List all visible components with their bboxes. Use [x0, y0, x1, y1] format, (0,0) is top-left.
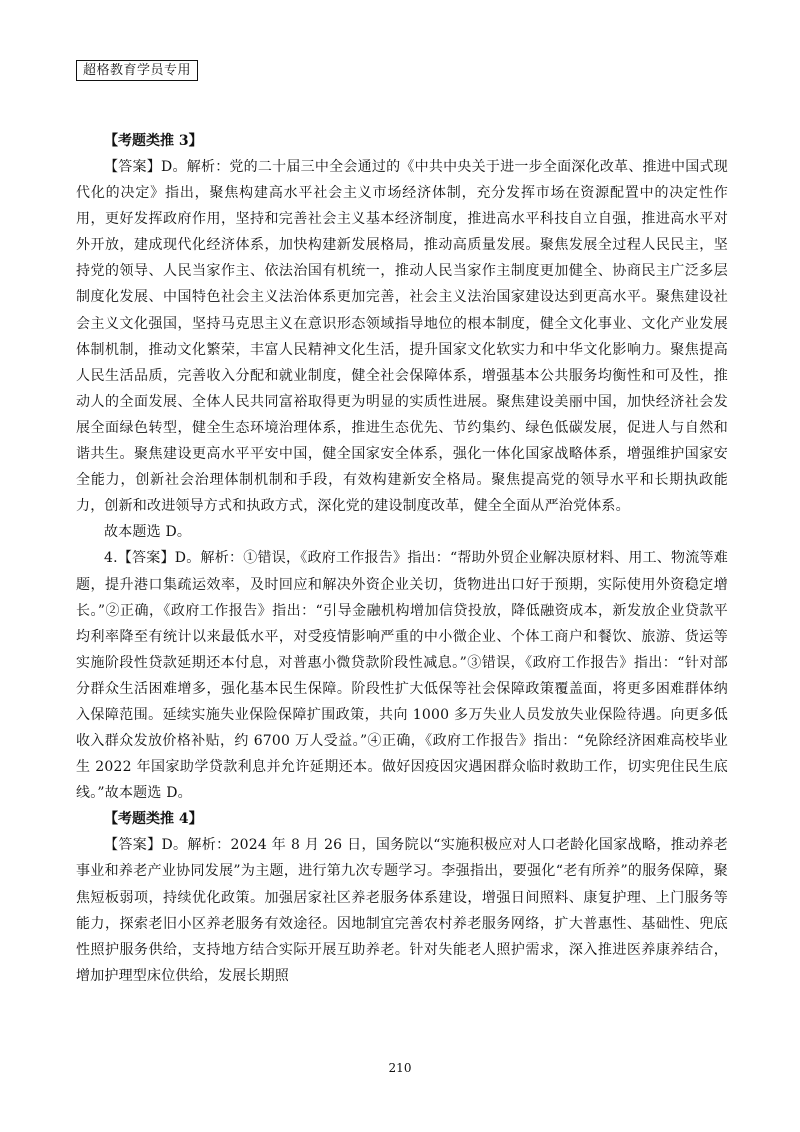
section-title-3: 【考题类推 3】 — [104, 133, 203, 149]
page-number: 210 — [388, 1061, 412, 1075]
section-title-4: 【考题类推 4】 — [104, 811, 203, 828]
answer-paragraph-4: 【答案】D。解析：2024 年 8 月 26 日，国务院以“实施积极应对人口老龄化国家战略，推动养老事业和养老产业协同发展”为主题，进行第九次专题学习。李强指出，要强化“老有所养”的服务保障，聚焦短板弱项，持续优化政策。加强居家社区养老服务体系建设，增强日间照料、康复护理、上门服务等能力，探索老旧小区养老服务有效途径。因地制宜完善农村养老服务网络，扩大普惠性、基础性、兜底性照护服务供给，支持地方结合实际开展互助养老。针对失能老人照护需求，深入推进医养康养结合，增加护理型床位供给，发展长期照 — [76, 837, 728, 984]
answer-paragraph-3: 【答案】D。解析：党的二十届三中全会通过的《中共中央关于进一步全面深化改革、推进中国式现代化的决定》指出，聚焦构建高水平社会主义市场经济体制，充分发挥市场在资源配置中的决定性作用，更好发挥政府作用，坚持和完善社会主义基本经济制度，推进高水平科技自立自强，推进高水平对外开放，建成现代化经济体系，加快构建新发展格局，推动高质量发展。聚焦发展全过程人民民主，坚持党的领导、人民当家作主、依法治国有机统一，推动人民当家作主制度更加健全、协商民主广泛多层制度化发展、中国特色社会主义法治体系更加完善，社会主义法治国家建设达到更高水平。聚焦建设社会主义文化强国，坚持马克思主义在意识形态领域指导地位的根本制度，健全文化事业、文化产业发展体制机制，推动文化繁荣，丰富人民精神文化生活，提升国家文化软实力和中华文化影响力。聚焦提高人民生活品质，完善收入分配和就业制度，健全社会保障体系，增强基本公共服务均衡性和可及性，推动人的全面发展、全体人民共同富裕取得更为明显的实质性进展。聚焦建设美丽中国，加快经济社会发展全面绿色转型，健全生态环境治理体系，推进生态优先、节约集约、绿色低碳发展，促进人与自然和谐共生。聚焦建设更高水平平安中国，健全国家安全体系，强化一体化国家战略体系，增强维护国家安全能力，创新社会治理体制机制和手段，有效构建新安全格局。聚焦提高党的领导水平和长期执政能力，创新和改进领导方式和执政方式，深化党的建设制度改革，健全全面从严治党体系。 — [76, 159, 728, 515]
conclusion-paragraph-3: 故本题选 D。 — [104, 524, 192, 541]
header-stamp: 超格教育学员专用 — [76, 60, 198, 81]
answer-paragraph-q4: 4.【答案】D。解析：①错误，《政府工作报告》指出：“帮助外贸企业解决原材料、用工、物流等难题，提升港口集疏运效率，及时回应和解决外资企业关切，货物进出口好于预期，实际使用外资稳定增长。”②正确，《政府工作报告》指出：“引导金融机构增加信贷投放，降低融资成本，新发放企业贷款平均利率降至有统计以来最低水平，对受疫情影响严重的中小微企业、个体工商户和餐饮、旅游、货运等实施阶段性贷款延期还本付息，对普惠小微贷款阶段性减息。”③错误，《政府工作报告》指出：“针对部分群众生活困难增多，强化基本民生保障。阶段性扩大低保等社会保障政策覆盖面，将更多困难群体纳入保障范围。延续实施失业保险保障扩围政策，共向 1000 多万失业人员发放失业保险待遇。向更多低收入群众发放价格补贴，约 6700 万人受益。”④正确，《政府工作报告》指出：“免除经济困难高校毕业生 2022 年国家助学贷款利息并允许延期还本。做好因疫因灾遇困群众临时救助工作，切实兜住民生底线。”故本题选 D。 — [76, 550, 728, 802]
main-content — [76, 128, 728, 989]
